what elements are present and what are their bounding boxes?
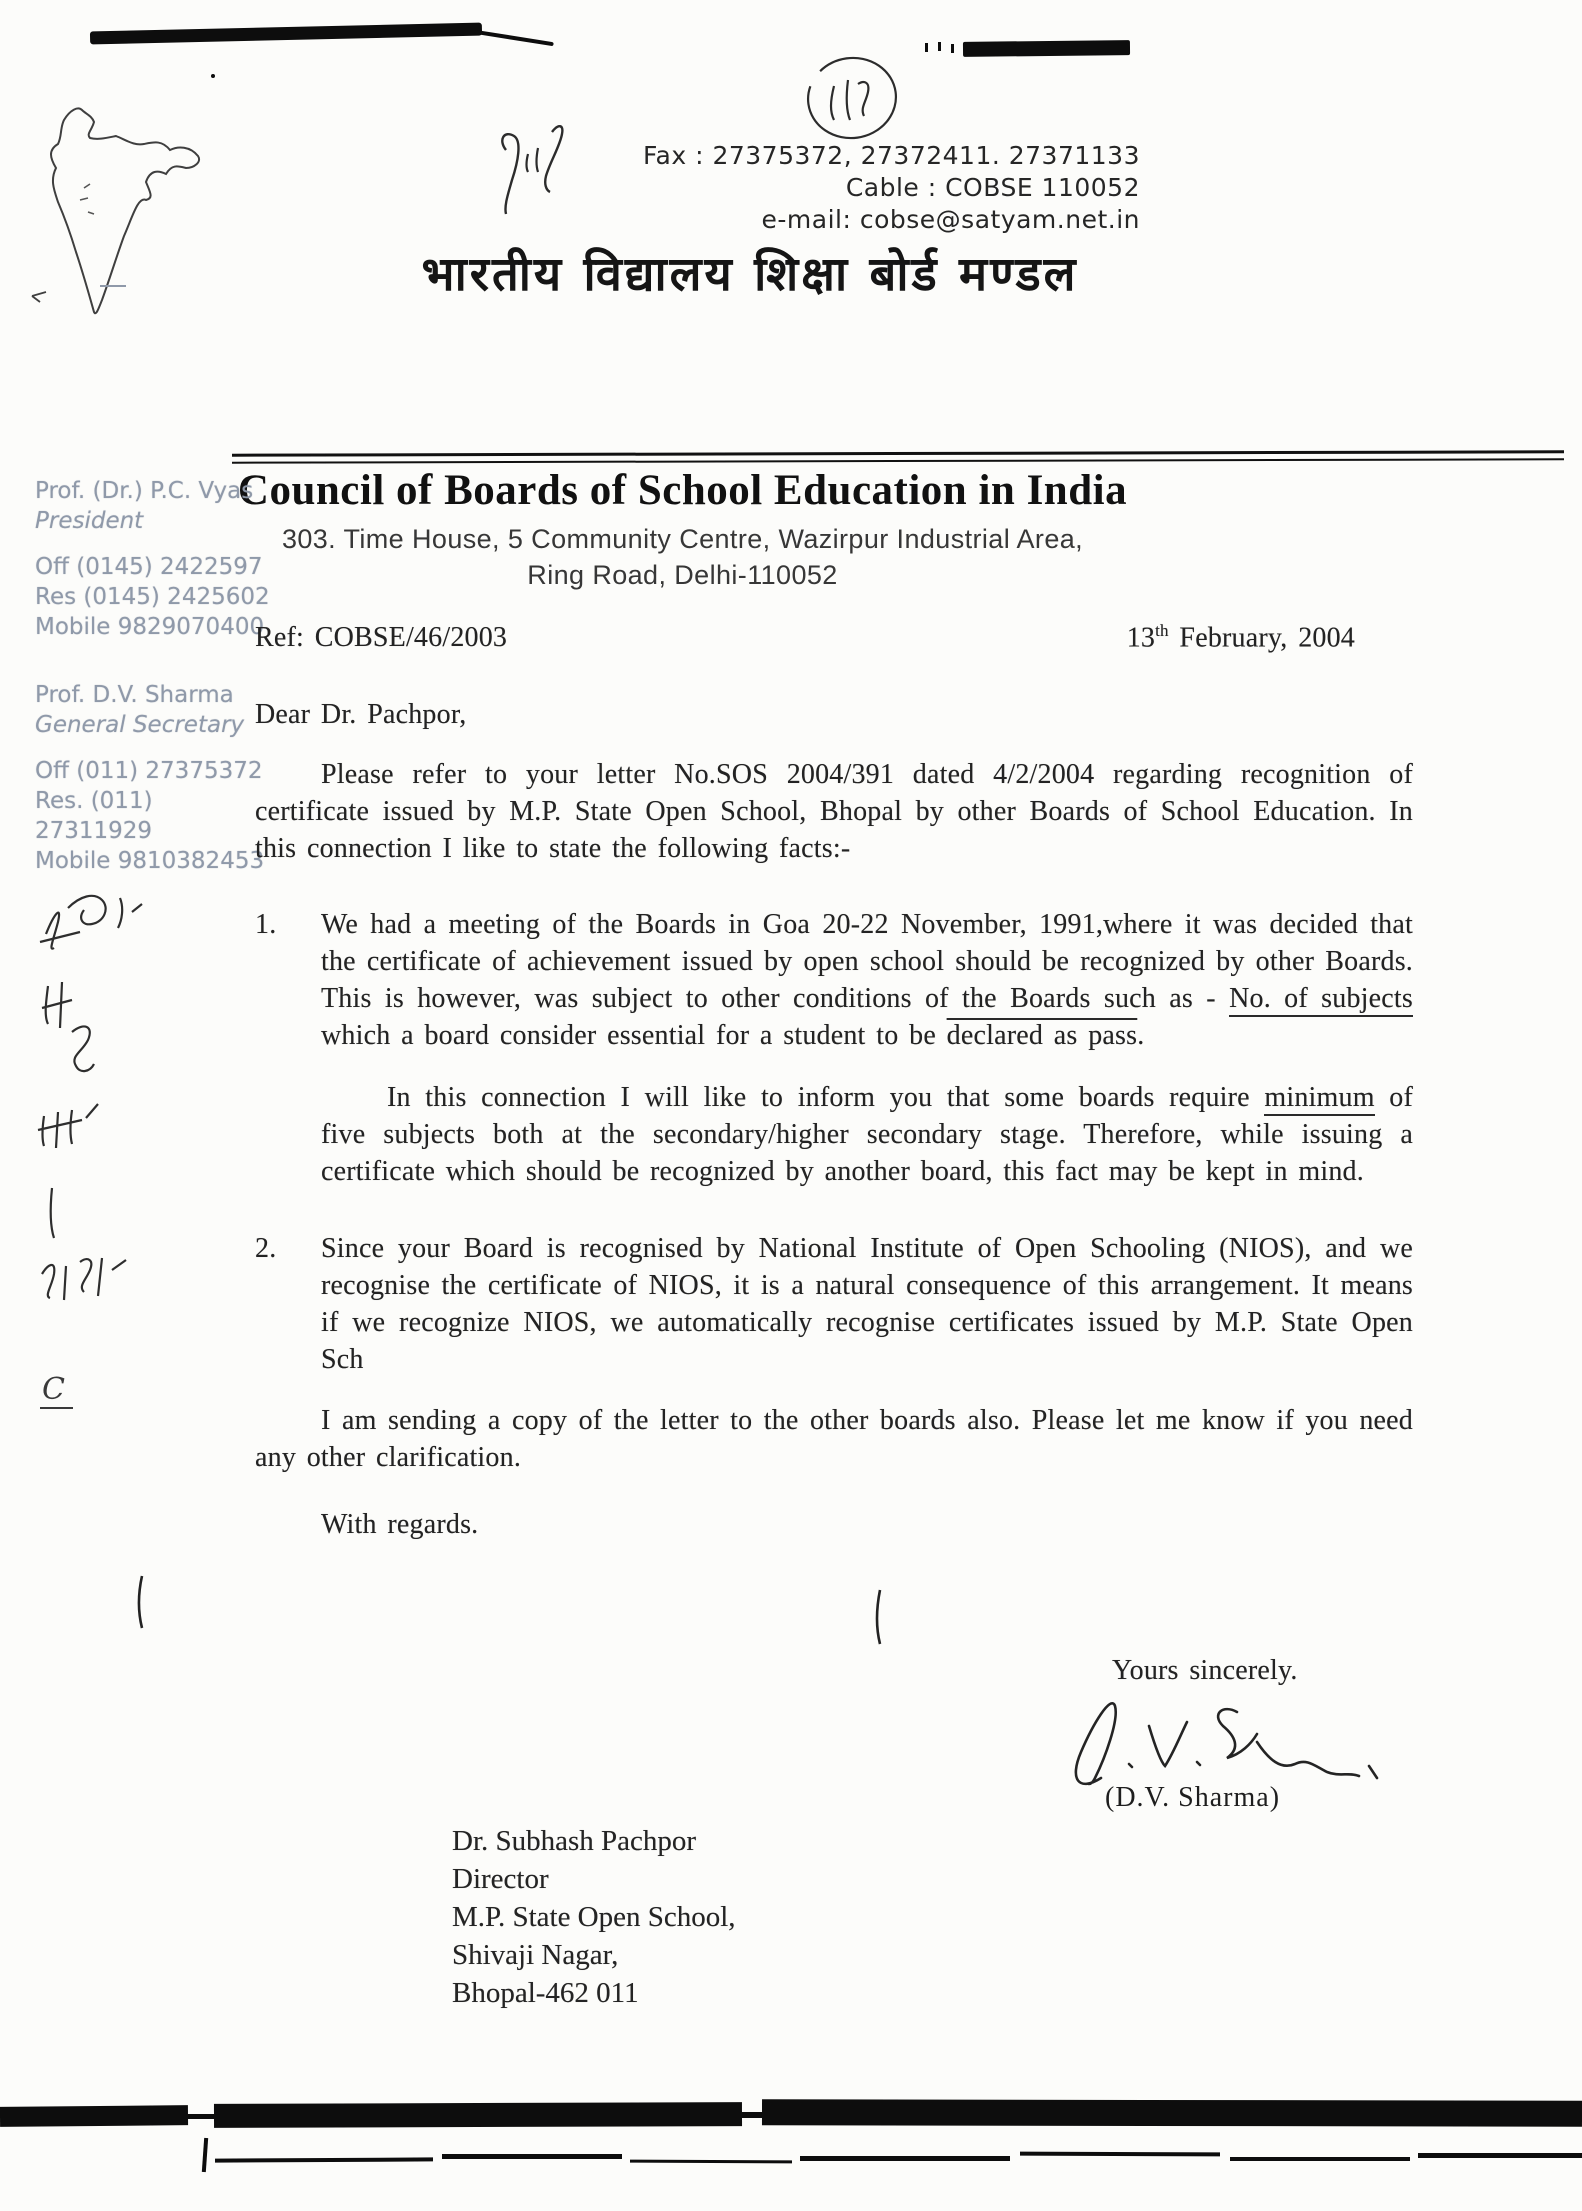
president-off-phone: Off (0145) 2422597	[35, 554, 263, 580]
letter-date	[1127, 612, 1355, 656]
india-map-sketch	[22, 100, 222, 340]
pen-tick-left	[130, 1572, 150, 1632]
item1-text-mid: which a board consider essential for a student to be	[321, 1020, 947, 1052]
subpara-text-pre: In this connection I will like to inform you that some boards require	[387, 1082, 1265, 1114]
email-line: e-mail: cobse@satyam.net.in	[761, 205, 1140, 234]
recipient-locality: Shivaji Nagar,	[452, 1939, 619, 1971]
scan-tick-3	[951, 44, 954, 53]
sidebar-secretary-block	[35, 680, 275, 876]
list-item-1	[255, 906, 1413, 1054]
recipient-designation: Director	[452, 1863, 549, 1895]
cable-line: Cable : COBSE 110052	[845, 173, 1140, 202]
subpara-underlined-word: minimum	[1264, 1082, 1374, 1116]
subpara-text-post: of five subjects both at the secondary/higher secondary stage. Therefore, while issuing a certificate which should be recognized by another board, this fact may be kept in mind.	[321, 1082, 1413, 1188]
address-line-2: Ring Road, Delhi-110052	[527, 560, 838, 590]
date-day: 13	[1126, 622, 1156, 654]
handwritten-squiggle-top	[488, 110, 578, 215]
item1-text-pre: We had a meeting of the Boards in Goa 20-22 November, 1991,where it was decided that the certificate of achievement issued by open school should be recognized by other Boards. This is however, was subject to other conditions of the Boards such as -	[321, 909, 1413, 1015]
bottom-dash-6	[1230, 2157, 1410, 2161]
bottom-scan-bar-c	[762, 2099, 1582, 2126]
bottom-scan-bar-gap1	[184, 2114, 218, 2119]
sincerely-line: Yours sincerely.	[1112, 1655, 1298, 1686]
intro-paragraph: Please refer to your letter No.SOS 2004/391 dated 4/2/2004 regarding recognition of certificate issued by M.P. State Open School, Bhopal by other Boards of School Education. In this connection I like to state the following facts:-	[255, 759, 1413, 865]
scan-smudge-top-right	[963, 40, 1130, 57]
recipient-organization: M.P. State Open School,	[452, 1901, 736, 1933]
bottom-dash-2	[442, 2154, 622, 2159]
date-ordinal: th	[1155, 621, 1169, 640]
recipient-city-pin: Bhopal-462 011	[452, 1977, 639, 2009]
bottom-dash-5	[1020, 2152, 1220, 2157]
letterhead-rule-top	[232, 450, 1564, 456]
pen-tick-center	[868, 1586, 888, 1648]
bottom-dash-7	[1418, 2153, 1582, 2158]
secretary-name: Prof. D.V. Sharma	[35, 682, 234, 708]
list-item-2-text: Since your Board is recognised by National Institute of Open Schooling (NIOS), and we recognise the certificate of NIOS, it is a natural consequence of this arrangement. It means if we recognize NIOS, we automatically recognise certificates issued by M.P. State Open Sch	[321, 1233, 1413, 1376]
secretary-mobile: Mobile 9810382453	[35, 848, 265, 874]
signer-name: (D.V. Sharma)	[1105, 1782, 1281, 1813]
bottom-dash-4	[800, 2156, 1010, 2161]
closing-paragraph: I am sending a copy of the letter to the other boards also. Please let me know if you need any other clarification.	[255, 1405, 1413, 1474]
regards-line: With regards.	[321, 1509, 479, 1541]
scan-smudge-top-left	[90, 23, 482, 45]
sidebar-president-block	[35, 476, 275, 642]
president-res-phone: Res (0145) 2425602	[35, 584, 270, 610]
org-name-hindi: भारतीय विद्यालय शिक्षा बोर्ड मण्डल	[421, 247, 1079, 302]
ref-date-row	[255, 612, 1413, 656]
item1-overlined-phrase: declared as pass	[946, 1020, 1138, 1052]
bottom-scan-bar-a	[0, 2105, 188, 2127]
bottom-tick-vertical	[202, 2138, 208, 2172]
margin-letter-c: C	[40, 1372, 73, 1409]
president-mobile: Mobile 9829070400	[35, 614, 265, 640]
item1-text-end: .	[1137, 1020, 1145, 1052]
recipient-name: Dr. Subhash Pachpor	[452, 1825, 697, 1857]
org-name-english: Council of Boards of School Education in India	[237, 467, 1128, 514]
secretary-res-phone: Res. (011) 27311929	[35, 788, 153, 844]
scan-tick-1	[925, 43, 928, 52]
secretary-off-phone: Off (011) 27375372	[35, 758, 263, 784]
list-item-2-number: 2.	[255, 1233, 277, 1265]
margin-handwriting-scribbles	[28, 878, 238, 1338]
bottom-scan-bar-b	[214, 2102, 742, 2128]
address-line-1: 303. Time House, 5 Community Centre, Wazirpur Industrial Area,	[281, 524, 1084, 554]
bottom-dash-3	[630, 2160, 792, 2164]
recipient-block	[452, 1822, 736, 2012]
list-item-1-subparagraph	[321, 1079, 1413, 1190]
secretary-title: General Secretary	[35, 712, 245, 738]
scan-smudge-top-left-tail	[474, 30, 554, 46]
date-month-year: February, 2004	[1168, 622, 1355, 654]
president-name: Prof. (Dr.) P.C. Vyas	[35, 478, 254, 504]
list-item-1-text	[321, 906, 1413, 1054]
salutation: Dear Dr. Pachpor,	[255, 699, 467, 731]
signature-scribble	[1055, 1680, 1395, 1795]
president-title: President	[35, 508, 144, 534]
letter-body	[255, 612, 1413, 1543]
bottom-dash-1	[215, 2157, 433, 2162]
handwritten-circle-mark	[800, 50, 904, 150]
letterhead-rule-bottom	[232, 458, 1564, 463]
ref-number: Ref: COBSE/46/2003	[255, 622, 508, 654]
contact-block	[640, 140, 1140, 236]
item1-underlined-phrase: No. of subjects	[1229, 983, 1413, 1017]
scan-dot-1	[211, 74, 215, 78]
list-item-2	[255, 1230, 1413, 1378]
list-item-1-number: 1.	[255, 909, 277, 941]
scan-tick-2	[938, 42, 941, 51]
fax-line: Fax : 27375372, 27372411. 27371133	[642, 141, 1140, 170]
